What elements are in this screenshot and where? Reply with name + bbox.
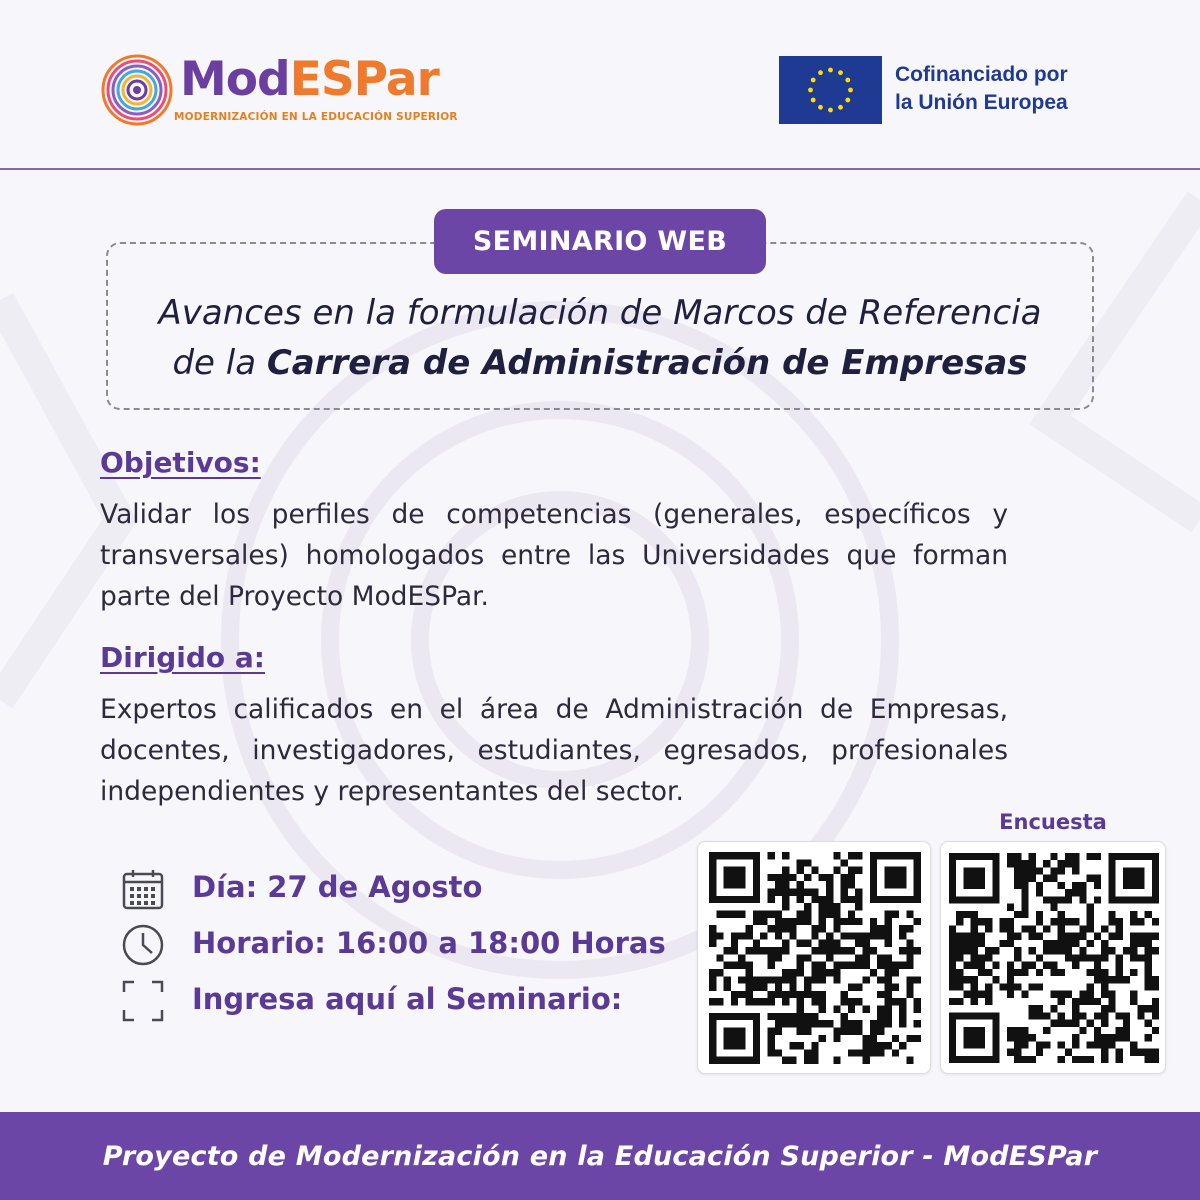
seminar-badge: SEMINARIO WEB xyxy=(434,209,766,274)
survey-label: Encuesta xyxy=(999,810,1107,834)
objectives-text: Validar los perfiles de competencias (generales, específicos y transversales) homologados entre las Universidades que forman parte del Proyecto ModESPar. xyxy=(100,499,1008,612)
seminar-qr-code[interactable] xyxy=(709,852,921,1064)
audience-heading: Dirigido a: xyxy=(100,641,266,674)
clock-icon xyxy=(121,923,165,967)
event-time: Horario: 16:00 a 18:00 Horas xyxy=(192,926,666,960)
event-access-link[interactable]: Ingresa aquí al Seminario: xyxy=(192,982,623,1016)
seminar-qr-card[interactable] xyxy=(697,841,931,1074)
modespar-logo-text: ModESPar xyxy=(180,52,439,107)
event-day: Día: 27 de Agosto xyxy=(192,870,483,904)
eu-cofunding-label xyxy=(895,61,1068,117)
audience-text: Expertos calificados en el área de Administración de Empresas, docentes, investigadores, estudiantes, egresados, profesionales independientes y representantes del sector. xyxy=(100,694,1008,807)
career-name: Carrera de Administración de Empresas xyxy=(266,343,1028,383)
footer-banner xyxy=(0,1112,1200,1200)
seminar-title-line-2: de la Carrera de Administración de Empresas xyxy=(172,343,1028,383)
objectives-heading: Objetivos: xyxy=(100,446,261,479)
eu-line-2: la Unión Europea xyxy=(895,91,1068,114)
seminar-title-line-1: Avances en la formulación de Marcos de Referencia xyxy=(158,293,1042,333)
header-divider xyxy=(0,168,1200,170)
footer-text: Proyecto de Modernización en la Educación Superior - ModESPar xyxy=(102,1140,1098,1172)
eu-flag-icon xyxy=(779,56,882,124)
survey-qr-code[interactable] xyxy=(949,852,1159,1064)
logo-tagline: MODERNIZACIÓN EN LA EDUCACIÓN SUPERIOR xyxy=(174,111,458,123)
modespar-logo-icon xyxy=(100,52,175,127)
survey-qr-card[interactable] xyxy=(940,841,1166,1074)
seminar-title xyxy=(106,288,1094,388)
eu-line-1: Cofinanciado por xyxy=(895,63,1068,86)
scan-frame-icon xyxy=(121,979,165,1023)
header xyxy=(0,0,1200,170)
calendar-icon xyxy=(121,868,165,912)
